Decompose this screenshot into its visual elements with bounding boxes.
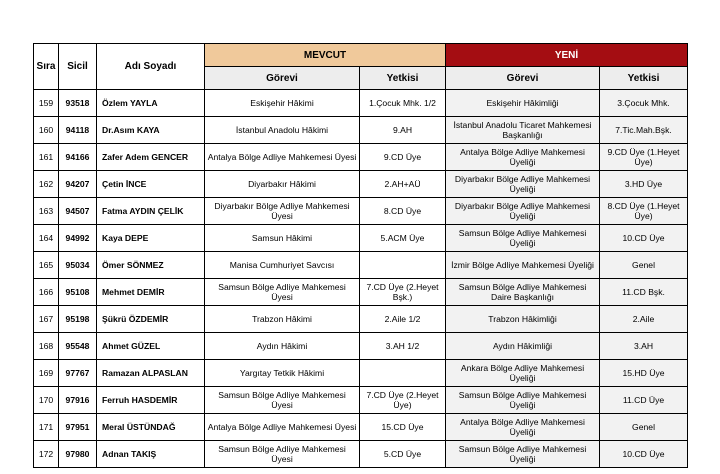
row-yeni-yetkisi: 9.CD Üye (1.Heyet Üye)	[600, 144, 688, 171]
header-mevcut-yetkisi: Yetkisi	[360, 67, 446, 90]
row-sicil: 94118	[59, 117, 97, 144]
table-row	[34, 306, 688, 333]
row-mevcut-gorevi: Eskişehir Hâkimi	[205, 90, 360, 117]
row-mevcut-yetkisi: 15.CD Üye	[360, 414, 446, 441]
row-adi-soyadi: Dr.Asım KAYA	[97, 117, 205, 144]
table-row	[34, 117, 688, 144]
row-adi-soyadi: Kaya DEPE	[97, 225, 205, 252]
row-mevcut-gorevi: Antalya Bölge Adliye Mahkemesi Üyesi	[205, 414, 360, 441]
row-mevcut-gorevi: Diyarbakır Hâkimi	[205, 171, 360, 198]
row-mevcut-yetkisi: 3.AH 1/2	[360, 333, 446, 360]
row-sicil: 94207	[59, 171, 97, 198]
row-mevcut-yetkisi: 7.CD Üye (2.Heyet Bşk.)	[360, 279, 446, 306]
header-sira: Sıra	[34, 44, 59, 90]
row-mevcut-yetkisi: 5.CD Üye	[360, 441, 446, 468]
table-row	[34, 360, 688, 387]
table-row	[34, 279, 688, 306]
row-mevcut-yetkisi: 7.CD Üye (2.Heyet Üye)	[360, 387, 446, 414]
row-mevcut-gorevi: Diyarbakır Bölge Adliye Mahkemesi Üyesi	[205, 198, 360, 225]
row-adi-soyadi: Ferruh HASDEMİR	[97, 387, 205, 414]
row-mevcut-gorevi: Samsun Bölge Adliye Mahkemesi Üyesi	[205, 279, 360, 306]
row-adi-soyadi: Adnan TAKIŞ	[97, 441, 205, 468]
header-yeni: YENİ	[446, 44, 688, 67]
row-mevcut-yetkisi: 5.ACM Üye	[360, 225, 446, 252]
row-sicil: 95548	[59, 333, 97, 360]
row-yeni-gorevi: Samsun Bölge Adliye Mahkemesi Üyeliği	[446, 441, 600, 468]
row-mevcut-yetkisi	[360, 252, 446, 279]
row-sira: 164	[34, 225, 59, 252]
row-yeni-gorevi: Antalya Bölge Adliye Mahkemesi Üyeliği	[446, 144, 600, 171]
row-mevcut-yetkisi: 9.AH	[360, 117, 446, 144]
row-yeni-yetkisi: 3.Çocuk Mhk.	[600, 90, 688, 117]
row-yeni-gorevi: Ankara Bölge Adliye Mahkemesi Üyeliği	[446, 360, 600, 387]
row-yeni-yetkisi: 15.HD Üye	[600, 360, 688, 387]
row-adi-soyadi: Mehmet DEMİR	[97, 279, 205, 306]
row-sicil: 97980	[59, 441, 97, 468]
table-row	[34, 144, 688, 171]
row-adi-soyadi: Şükrü ÖZDEMİR	[97, 306, 205, 333]
row-sira: 172	[34, 441, 59, 468]
row-yeni-gorevi: Trabzon Hâkimliği	[446, 306, 600, 333]
table-row	[34, 252, 688, 279]
row-sira: 169	[34, 360, 59, 387]
row-yeni-gorevi: Samsun Bölge Adliye Mahkemesi Üyeliği	[446, 387, 600, 414]
row-sicil: 95198	[59, 306, 97, 333]
row-sicil: 97916	[59, 387, 97, 414]
row-yeni-gorevi: Diyarbakır Bölge Adliye Mahkemesi Üyeliği	[446, 198, 600, 225]
row-sira: 167	[34, 306, 59, 333]
row-sira: 161	[34, 144, 59, 171]
row-sira: 162	[34, 171, 59, 198]
header-yeni-gorevi: Görevi	[446, 67, 600, 90]
table-row	[34, 90, 688, 117]
row-mevcut-yetkisi: 2.Aile 1/2	[360, 306, 446, 333]
row-adi-soyadi: Zafer Adem GENCER	[97, 144, 205, 171]
row-mevcut-gorevi: Samsun Bölge Adliye Mahkemesi Üyesi	[205, 441, 360, 468]
row-mevcut-gorevi: Trabzon Hâkimi	[205, 306, 360, 333]
row-sicil: 93518	[59, 90, 97, 117]
row-mevcut-gorevi: Yargıtay Tetkik Hâkimi	[205, 360, 360, 387]
header-mevcut-gorevi: Görevi	[205, 67, 360, 90]
row-sira: 170	[34, 387, 59, 414]
row-sira: 165	[34, 252, 59, 279]
row-sira: 166	[34, 279, 59, 306]
row-adi-soyadi: Fatma AYDIN ÇELİK	[97, 198, 205, 225]
row-sicil: 95108	[59, 279, 97, 306]
header-sicil: Sicil	[59, 44, 97, 90]
row-yeni-yetkisi: 8.CD Üye (1.Heyet Üye)	[600, 198, 688, 225]
table-row	[34, 441, 688, 468]
row-yeni-gorevi: Diyarbakır Bölge Adliye Mahkemesi Üyeliği	[446, 171, 600, 198]
table-row	[34, 225, 688, 252]
row-yeni-gorevi: Eskişehir Hâkimliği	[446, 90, 600, 117]
row-yeni-yetkisi: 11.CD Bşk.	[600, 279, 688, 306]
table-row	[34, 171, 688, 198]
row-sicil: 94507	[59, 198, 97, 225]
row-adi-soyadi: Ömer SÖNMEZ	[97, 252, 205, 279]
table-body	[34, 90, 688, 468]
row-yeni-yetkisi: 3.AH	[600, 333, 688, 360]
row-sicil: 97951	[59, 414, 97, 441]
row-yeni-gorevi: Samsun Bölge Adliye Mahkemesi Daire Başkanlığı	[446, 279, 600, 306]
row-sira: 159	[34, 90, 59, 117]
row-mevcut-yetkisi: 1.Çocuk Mhk. 1/2	[360, 90, 446, 117]
row-yeni-yetkisi: 3.HD Üye	[600, 171, 688, 198]
row-yeni-yetkisi: Genel	[600, 414, 688, 441]
row-adi-soyadi: Özlem YAYLA	[97, 90, 205, 117]
row-sicil: 97767	[59, 360, 97, 387]
table-row	[34, 333, 688, 360]
row-yeni-yetkisi: 11.CD Üye	[600, 387, 688, 414]
row-mevcut-gorevi: Samsun Bölge Adliye Mahkemesi Üyesi	[205, 387, 360, 414]
row-yeni-yetkisi: 10.CD Üye	[600, 441, 688, 468]
row-yeni-gorevi: İstanbul Anadolu Ticaret Mahkemesi Başkanlığı	[446, 117, 600, 144]
row-adi-soyadi: Meral ÜSTÜNDAĞ	[97, 414, 205, 441]
table-row	[34, 198, 688, 225]
row-yeni-gorevi: Aydın Hâkimliği	[446, 333, 600, 360]
row-adi-soyadi: Ahmet GÜZEL	[97, 333, 205, 360]
assignment-table	[33, 43, 688, 468]
row-mevcut-gorevi: Manisa Cumhuriyet Savcısı	[205, 252, 360, 279]
row-adi-soyadi: Ramazan ALPASLAN	[97, 360, 205, 387]
row-yeni-gorevi: İzmir Bölge Adliye Mahkemesi Üyeliği	[446, 252, 600, 279]
row-yeni-yetkisi: 10.CD Üye	[600, 225, 688, 252]
row-mevcut-gorevi: İstanbul Anadolu Hâkimi	[205, 117, 360, 144]
row-yeni-yetkisi: 7.Tic.Mah.Bşk.	[600, 117, 688, 144]
row-mevcut-gorevi: Antalya Bölge Adliye Mahkemesi Üyesi	[205, 144, 360, 171]
row-mevcut-yetkisi	[360, 360, 446, 387]
row-sicil: 94992	[59, 225, 97, 252]
table-row	[34, 387, 688, 414]
row-sicil: 95034	[59, 252, 97, 279]
row-adi-soyadi: Çetin İNCE	[97, 171, 205, 198]
row-yeni-gorevi: Samsun Bölge Adliye Mahkemesi Üyeliği	[446, 225, 600, 252]
row-sira: 160	[34, 117, 59, 144]
row-mevcut-yetkisi: 8.CD Üye	[360, 198, 446, 225]
row-mevcut-yetkisi: 2.AH+AÜ	[360, 171, 446, 198]
row-mevcut-gorevi: Samsun Hâkimi	[205, 225, 360, 252]
row-sira: 163	[34, 198, 59, 225]
row-mevcut-yetkisi: 9.CD Üye	[360, 144, 446, 171]
table-row	[34, 414, 688, 441]
row-yeni-gorevi: Antalya Bölge Adliye Mahkemesi Üyeliği	[446, 414, 600, 441]
row-sira: 171	[34, 414, 59, 441]
header-yeni-yetkisi: Yetkisi	[600, 67, 688, 90]
row-mevcut-gorevi: Aydın Hâkimi	[205, 333, 360, 360]
row-yeni-yetkisi: 2.Aile	[600, 306, 688, 333]
row-yeni-yetkisi: Genel	[600, 252, 688, 279]
header-mevcut: MEVCUT	[205, 44, 446, 67]
row-sicil: 94166	[59, 144, 97, 171]
row-sira: 168	[34, 333, 59, 360]
header-adi-soyadi: Adı Soyadı	[97, 44, 205, 90]
